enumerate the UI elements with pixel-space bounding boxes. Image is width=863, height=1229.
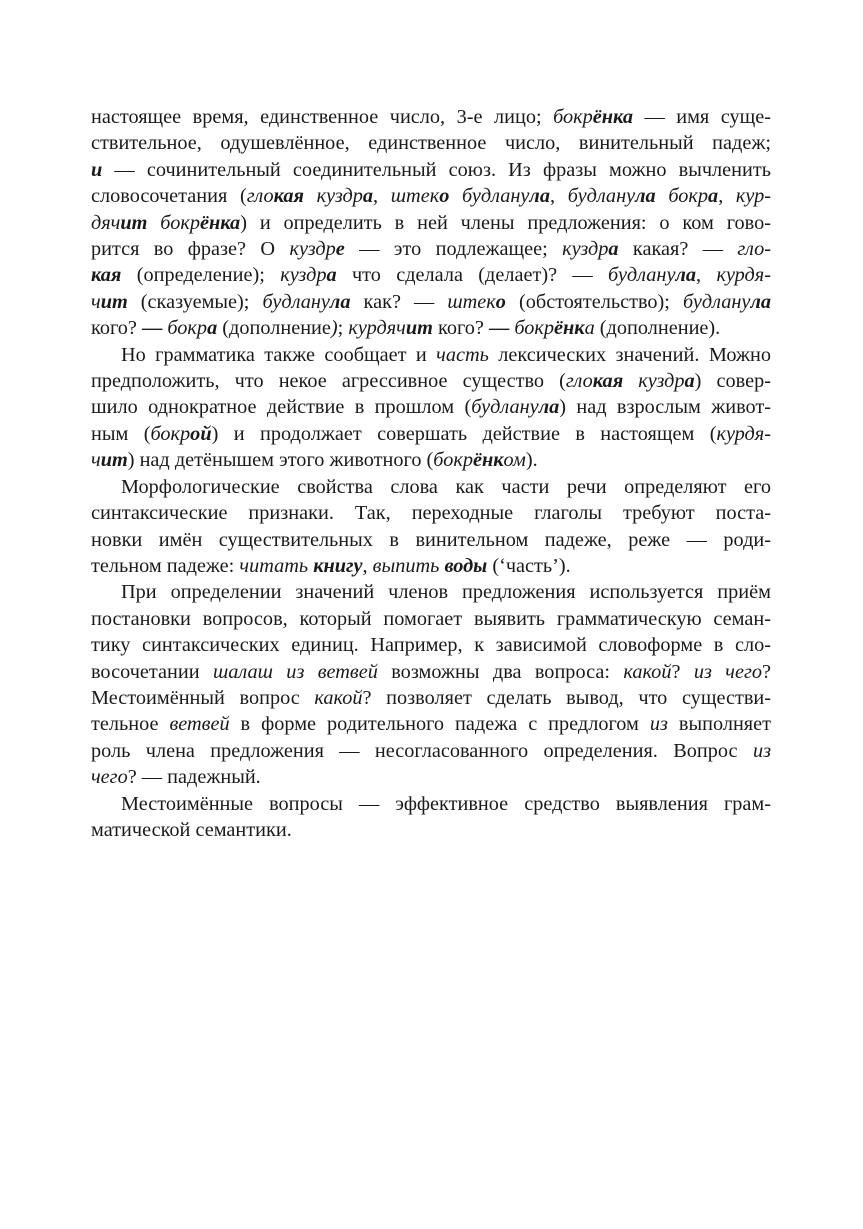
text-run: ит xyxy=(100,290,128,313)
text-run: чего xyxy=(91,766,128,789)
text-run: ствительное, одушевлённое, единственное число, винительный падеж; xyxy=(91,132,771,155)
text-run: а xyxy=(326,264,337,287)
text-run: курдяч xyxy=(348,317,406,340)
text-run: — имя суще- xyxy=(632,106,771,128)
text-run: какой xyxy=(314,686,363,709)
text-line xyxy=(91,157,771,183)
text-run: ла xyxy=(529,185,550,208)
text-run: какая? — xyxy=(618,238,738,261)
text-run: постановки вопросов, который помогает выявить грамматическую семан- xyxy=(91,607,771,630)
text-line xyxy=(91,236,771,262)
text-run: из чего xyxy=(693,660,762,683)
text-line xyxy=(91,474,771,500)
text-line xyxy=(91,738,771,764)
text-line xyxy=(91,130,771,156)
text-run: матической семантики. xyxy=(91,818,292,841)
text-run: куздр xyxy=(303,185,363,208)
text-run: книгу xyxy=(313,554,363,577)
text-run: будлану xyxy=(567,185,636,208)
text-run: ёнк xyxy=(554,317,585,340)
text-line xyxy=(91,210,771,236)
text-line xyxy=(91,527,771,553)
text-line xyxy=(91,659,771,685)
text-run: ? xyxy=(671,660,694,683)
text-run: из xyxy=(752,739,771,762)
text-run: (дополнение xyxy=(217,317,331,340)
paragraph xyxy=(91,474,771,580)
text-line xyxy=(91,791,771,817)
text-line xyxy=(91,579,771,605)
text-run: воды xyxy=(444,554,488,577)
text-run: бокр xyxy=(147,211,201,234)
text-run: ёнк xyxy=(473,449,504,472)
text-run: а xyxy=(207,317,218,340)
text-run: Морфологические свойства слова как части речи определяют его xyxy=(121,475,771,498)
text-run: штек xyxy=(390,185,440,208)
text-run: а xyxy=(584,317,595,340)
text-line xyxy=(91,817,771,843)
text-run: ) над детёнышем этого животного ( xyxy=(127,449,434,472)
text-run: ч xyxy=(91,290,101,313)
text-run: (дополнение). xyxy=(594,317,721,340)
text-run: ; xyxy=(337,317,349,340)
text-run: ным ( xyxy=(91,422,151,445)
text-run: кая xyxy=(91,264,122,287)
paragraph xyxy=(91,104,771,342)
text-run: роль члена предложения — несогласованного определения. Вопрос xyxy=(91,739,753,762)
text-run: о xyxy=(439,185,450,208)
text-line xyxy=(91,711,771,737)
text-line xyxy=(91,632,771,658)
text-run: штек xyxy=(447,290,496,313)
text-run: о xyxy=(495,290,506,313)
text-line xyxy=(91,553,771,579)
text-line xyxy=(91,764,771,790)
text-run: — это подлежащее; xyxy=(344,238,563,261)
text-run: курдя- xyxy=(716,264,771,287)
text-run: шило однократное действие в прошлом ( xyxy=(91,396,472,419)
text-run: ёнка xyxy=(592,106,633,128)
text-run: и xyxy=(91,158,103,181)
text-run: — xyxy=(488,317,510,340)
text-run: часть xyxy=(436,343,489,366)
text-run: бокр xyxy=(433,449,473,472)
text-run: ит xyxy=(100,449,128,472)
text-line xyxy=(91,289,771,315)
text-run: ). xyxy=(525,449,538,472)
text-run: ла xyxy=(750,290,771,313)
text-run: ой xyxy=(190,422,212,445)
text-run: возможны два вопроса: xyxy=(377,660,624,683)
text-run: а xyxy=(608,238,619,261)
text-run: ла xyxy=(329,290,351,313)
text-run: лексических значений. Можно xyxy=(488,343,771,366)
text-run: — сочинительный соединительный союз. Из фразы можно вычленить xyxy=(102,158,771,181)
text-run: какой xyxy=(623,660,672,683)
text-run: ла xyxy=(675,264,697,287)
text-run: а xyxy=(362,185,374,208)
text-run: ом xyxy=(503,449,526,472)
text-run: рится во фразе? О xyxy=(91,238,290,261)
text-run: ) xyxy=(330,317,338,340)
text-run: ? позволяет сделать вывод, что существи- xyxy=(362,686,771,709)
text-run: кого? xyxy=(91,317,142,340)
text-run: е xyxy=(335,238,345,261)
text-run: восочетании xyxy=(91,660,213,683)
text-run: , xyxy=(373,185,391,208)
text-run: куздр xyxy=(623,370,685,393)
text-run: ла xyxy=(635,185,656,208)
text-run: ит xyxy=(405,317,433,340)
text-run: бокр xyxy=(553,106,593,128)
paragraph xyxy=(91,579,771,790)
paragraph xyxy=(91,342,771,474)
text-run: ла xyxy=(538,396,560,419)
text-line xyxy=(91,315,771,341)
text-run: тельное xyxy=(91,713,170,736)
text-line xyxy=(91,183,771,209)
text-run: — xyxy=(142,317,163,340)
text-run: ветвей xyxy=(169,713,230,736)
text-run: , xyxy=(362,554,373,577)
text-run: бокр xyxy=(655,185,709,208)
text-run: дяч xyxy=(91,211,121,234)
text-run: , xyxy=(718,185,736,208)
text-run: бокр xyxy=(514,317,555,340)
text-run: ? — падежный. xyxy=(127,766,261,789)
text-run: бокр xyxy=(167,317,208,340)
text-run: ) и определить в ней члены предложения: о ком гово- xyxy=(240,211,771,234)
text-run: Местоимённый вопрос xyxy=(91,686,315,709)
text-run: Но грамматика также сообщает и xyxy=(121,343,437,366)
text-run: в форме родительного падежа с предлогом xyxy=(229,713,650,736)
text-run: ? xyxy=(762,660,772,683)
text-run: что сделала (делает)? — xyxy=(336,264,609,287)
text-run: ч xyxy=(91,449,101,472)
text-run: ) над взрослым живот- xyxy=(559,396,772,419)
text-run: кого? xyxy=(432,317,489,340)
text-run: настоящее время, единственное число, 3-е лицо; xyxy=(91,106,554,128)
text-run: ёнка xyxy=(200,211,241,234)
text-run: кур- xyxy=(735,185,772,208)
text-run: будлану xyxy=(262,290,330,313)
text-run: кая xyxy=(592,370,624,393)
text-line xyxy=(91,262,771,288)
text-run: ) совер- xyxy=(694,370,771,393)
text-run: тику синтаксических единиц. Например, к зависимой словоформе в сло- xyxy=(91,634,771,657)
text-run: куздр xyxy=(562,238,609,261)
text-run: (обстоятельство); xyxy=(505,290,683,313)
text-line xyxy=(91,342,771,368)
text-run: из xyxy=(649,713,668,736)
text-line xyxy=(91,421,771,447)
text-run: ) и продолжает совершать действие в настоящем ( xyxy=(211,422,717,445)
text-run: будлану xyxy=(608,264,676,287)
paragraph xyxy=(91,791,771,844)
text-run: гло xyxy=(565,370,593,393)
text-line xyxy=(91,685,771,711)
text-run: , xyxy=(696,264,717,287)
text-run: выпить xyxy=(372,554,445,577)
text-run: а xyxy=(708,185,719,208)
text-run: как? — xyxy=(350,290,448,313)
text-run: (определение); xyxy=(121,264,281,287)
text-line xyxy=(91,368,771,394)
text-run: шалаш из ветвей xyxy=(212,660,378,683)
text-run: читать xyxy=(239,554,314,577)
text-line xyxy=(91,500,771,526)
document-page xyxy=(91,104,771,843)
text-run: Местоимённые вопросы — эффективное средство выявления грам- xyxy=(121,792,771,815)
text-run: будлану xyxy=(471,396,539,419)
text-run: бокр xyxy=(150,422,191,445)
text-run: кая xyxy=(273,185,304,208)
text-run: синтаксические признаки. Так, переходные глаголы требуют поста- xyxy=(91,502,771,525)
text-run: предположить, что некое агрессивное существо ( xyxy=(91,370,566,393)
text-run: гло xyxy=(246,185,274,208)
text-run: (‘часть’). xyxy=(487,554,571,577)
text-line xyxy=(91,606,771,632)
text-run: , xyxy=(549,185,568,208)
text-run: (сказуемые); xyxy=(127,290,263,313)
text-run: а xyxy=(684,370,695,393)
text-line xyxy=(91,104,771,130)
text-run: куздр xyxy=(289,238,336,261)
text-line xyxy=(91,447,771,473)
text-run: новки имён существительных в винительном падеже, реже — роди- xyxy=(91,528,771,551)
text-run: куздр xyxy=(280,264,327,287)
text-line xyxy=(91,394,771,420)
text-run: гло- xyxy=(737,238,772,261)
text-run: тельном падеже: xyxy=(91,554,240,577)
text-run: будлану xyxy=(449,185,530,208)
text-run: выполняет xyxy=(667,713,771,736)
text-run: При определении значений членов предложения используется приём xyxy=(121,581,771,604)
text-run: будлану xyxy=(683,290,751,313)
text-run: курдя- xyxy=(716,422,771,445)
text-run: словосочетания ( xyxy=(91,185,247,208)
text-run: ит xyxy=(120,211,148,234)
